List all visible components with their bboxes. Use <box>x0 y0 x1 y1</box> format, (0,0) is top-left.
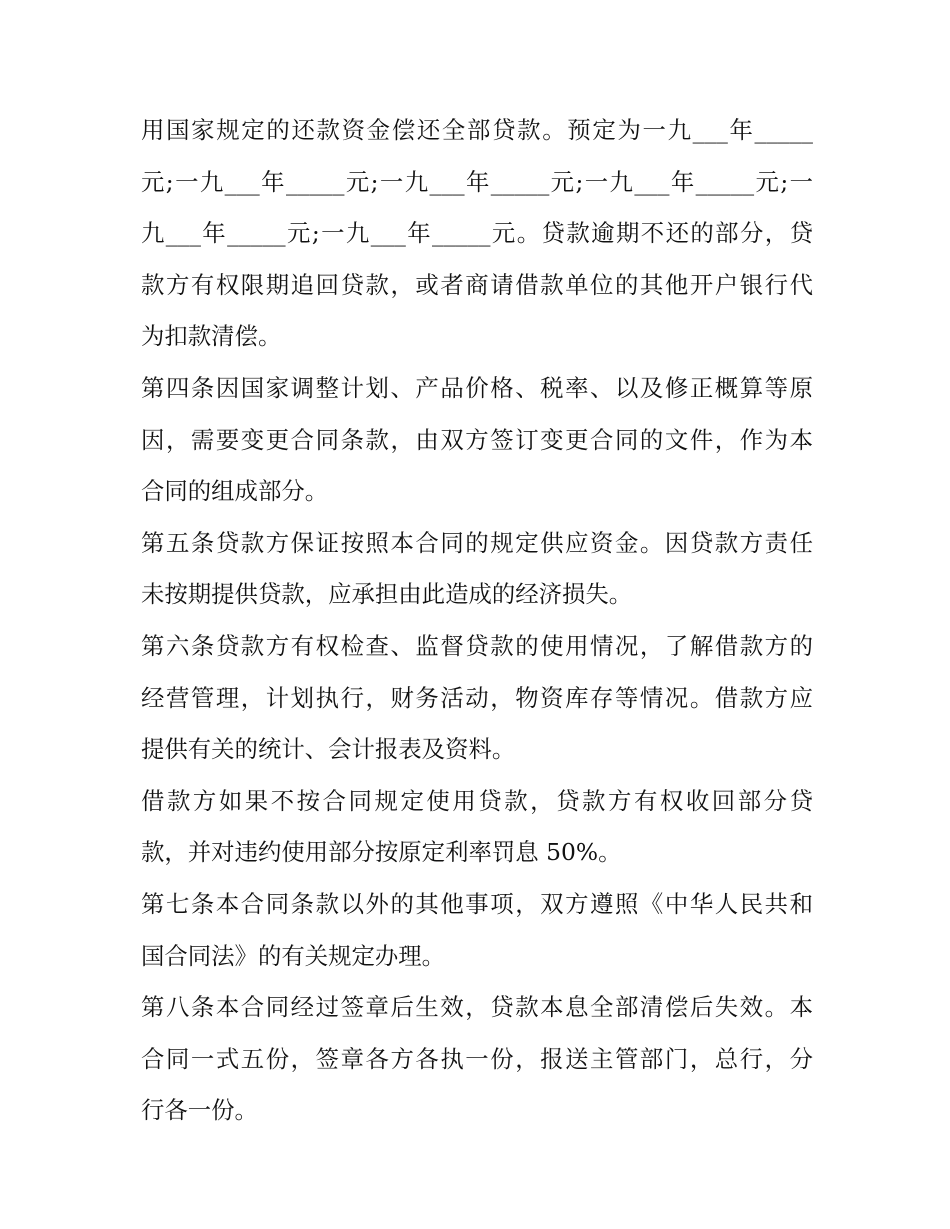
text-line: 九___年_____元;一九___年_____元。贷款逾期不还的部分，贷 <box>141 219 813 248</box>
text-line: 第五条贷款方保证按照本合同的规定供应资金。因贷款方责任 <box>141 528 813 557</box>
text-line: 提供有关的统计、会计报表及资料。 <box>141 735 516 764</box>
text-line: 第七条本合同条款以外的其他事项，双方遵照《中华人民共和 <box>141 889 813 918</box>
text-line: 未按期提供贷款，应承担由此造成的经济损失。 <box>141 580 633 609</box>
text-line: 第四条因国家调整计划、产品价格、税率、以及修正概算等原 <box>141 373 813 402</box>
text-line: 因，需要变更合同条款，由双方签订变更合同的文件，作为本 <box>141 425 813 454</box>
text-line: 第六条贷款方有权检查、监督贷款的使用情况，了解借款方的 <box>141 631 813 660</box>
document-body <box>141 105 813 1137</box>
text-line: 元;一九___年_____元;一九___年_____元;一九___年_____元;一 <box>141 167 813 196</box>
text-line: 款，并对违约使用部分按原定利率罚息 50%。 <box>141 838 622 867</box>
text-line: 用国家规定的还款资金偿还全部贷款。预定为一九___年_____ <box>141 116 813 144</box>
text-line: 合同一式五份，签章各方各执一份，报送主管部门，总行，分 <box>141 1044 813 1073</box>
text-line: 款方有权限期追回贷款，或者商请借款单位的其他开户银行代 <box>141 270 813 299</box>
text-line: 借款方如果不按合同规定使用贷款，贷款方有权收回部分贷 <box>141 786 813 815</box>
text-line: 行各一份。 <box>141 1096 258 1125</box>
text-line: 国合同法》的有关规定办理。 <box>141 941 446 970</box>
text-line: 为扣款清偿。 <box>141 322 282 351</box>
text-line: 经营管理，计划执行，财务活动，物资库存等情况。借款方应 <box>141 683 813 712</box>
text-line: 第八条本合同经过签章后生效，贷款本息全部清偿后失效。本 <box>141 993 813 1022</box>
text-line: 合同的组成部分。 <box>141 477 329 506</box>
